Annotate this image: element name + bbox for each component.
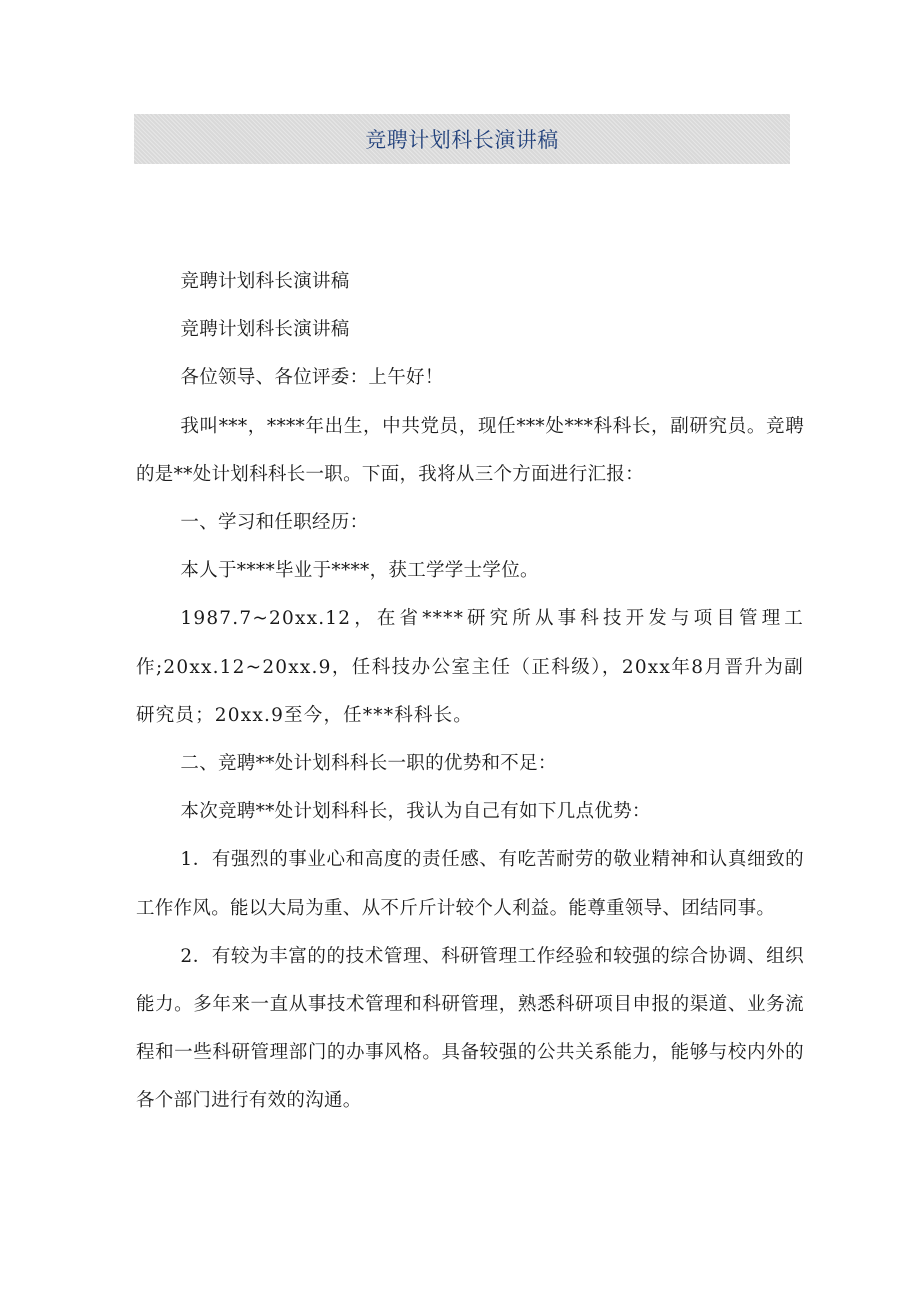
paragraph-work-history: 1987.7~20xx.12，在省****研究所从事科技开发与项目管理工作;20xx.12~20xx.9，任科技办公室主任（正科级），20xx年8月晋升为副研究员；20xx.9至今，任***科科长。 (136, 608, 804, 726)
paragraph-heading: 竞聘计划科长演讲稿 (180, 271, 350, 292)
list-item-strength-1: 1．有强烈的事业心和高度的责任感、有吃苦耐劳的敬业精神和认真细致的工作作风。能以大局为重、从不斤斤计较个人利益。能尊重领导、团结同事。 (136, 849, 804, 919)
paragraph-strengths-intro: 本次竞聘**处计划科科长，我认为自己有如下几点优势： (180, 801, 651, 823)
section-heading-experience: 一、学习和任职经历： (180, 512, 369, 534)
title-banner (134, 114, 790, 164)
paragraph-greeting: 各位领导、各位评委：上午好！ (180, 367, 444, 389)
list-item-strength-2: 2．有较为丰富的的技术管理、科研管理工作经验和较强的综合协调、组织能力。多年来一直从事技术管理和科研管理，熟悉科研项目申报的渠道、业务流程和一些科研管理部门的办事风格。具备较强的公共关系能力，能够与校内外的各个部门进行有效的沟通。 (136, 945, 804, 1112)
section-heading-strengths: 二、竞聘**处计划科科长一职的优势和不足： (180, 753, 557, 775)
document-body (136, 258, 804, 1126)
paragraph-education: 本人于****毕业于****，获工学学士学位。 (180, 560, 539, 582)
paragraph-heading-repeat: 竞聘计划科长演讲稿 (180, 319, 350, 341)
document-title: 竞聘计划科长演讲稿 (365, 128, 559, 152)
paragraph-introduction: 我叫***，****年出生，中共党员，现任***处***科科长，副研究员。竞聘的是**处计划科科长一职。下面，我将从三个方面进行汇报： (136, 415, 804, 485)
